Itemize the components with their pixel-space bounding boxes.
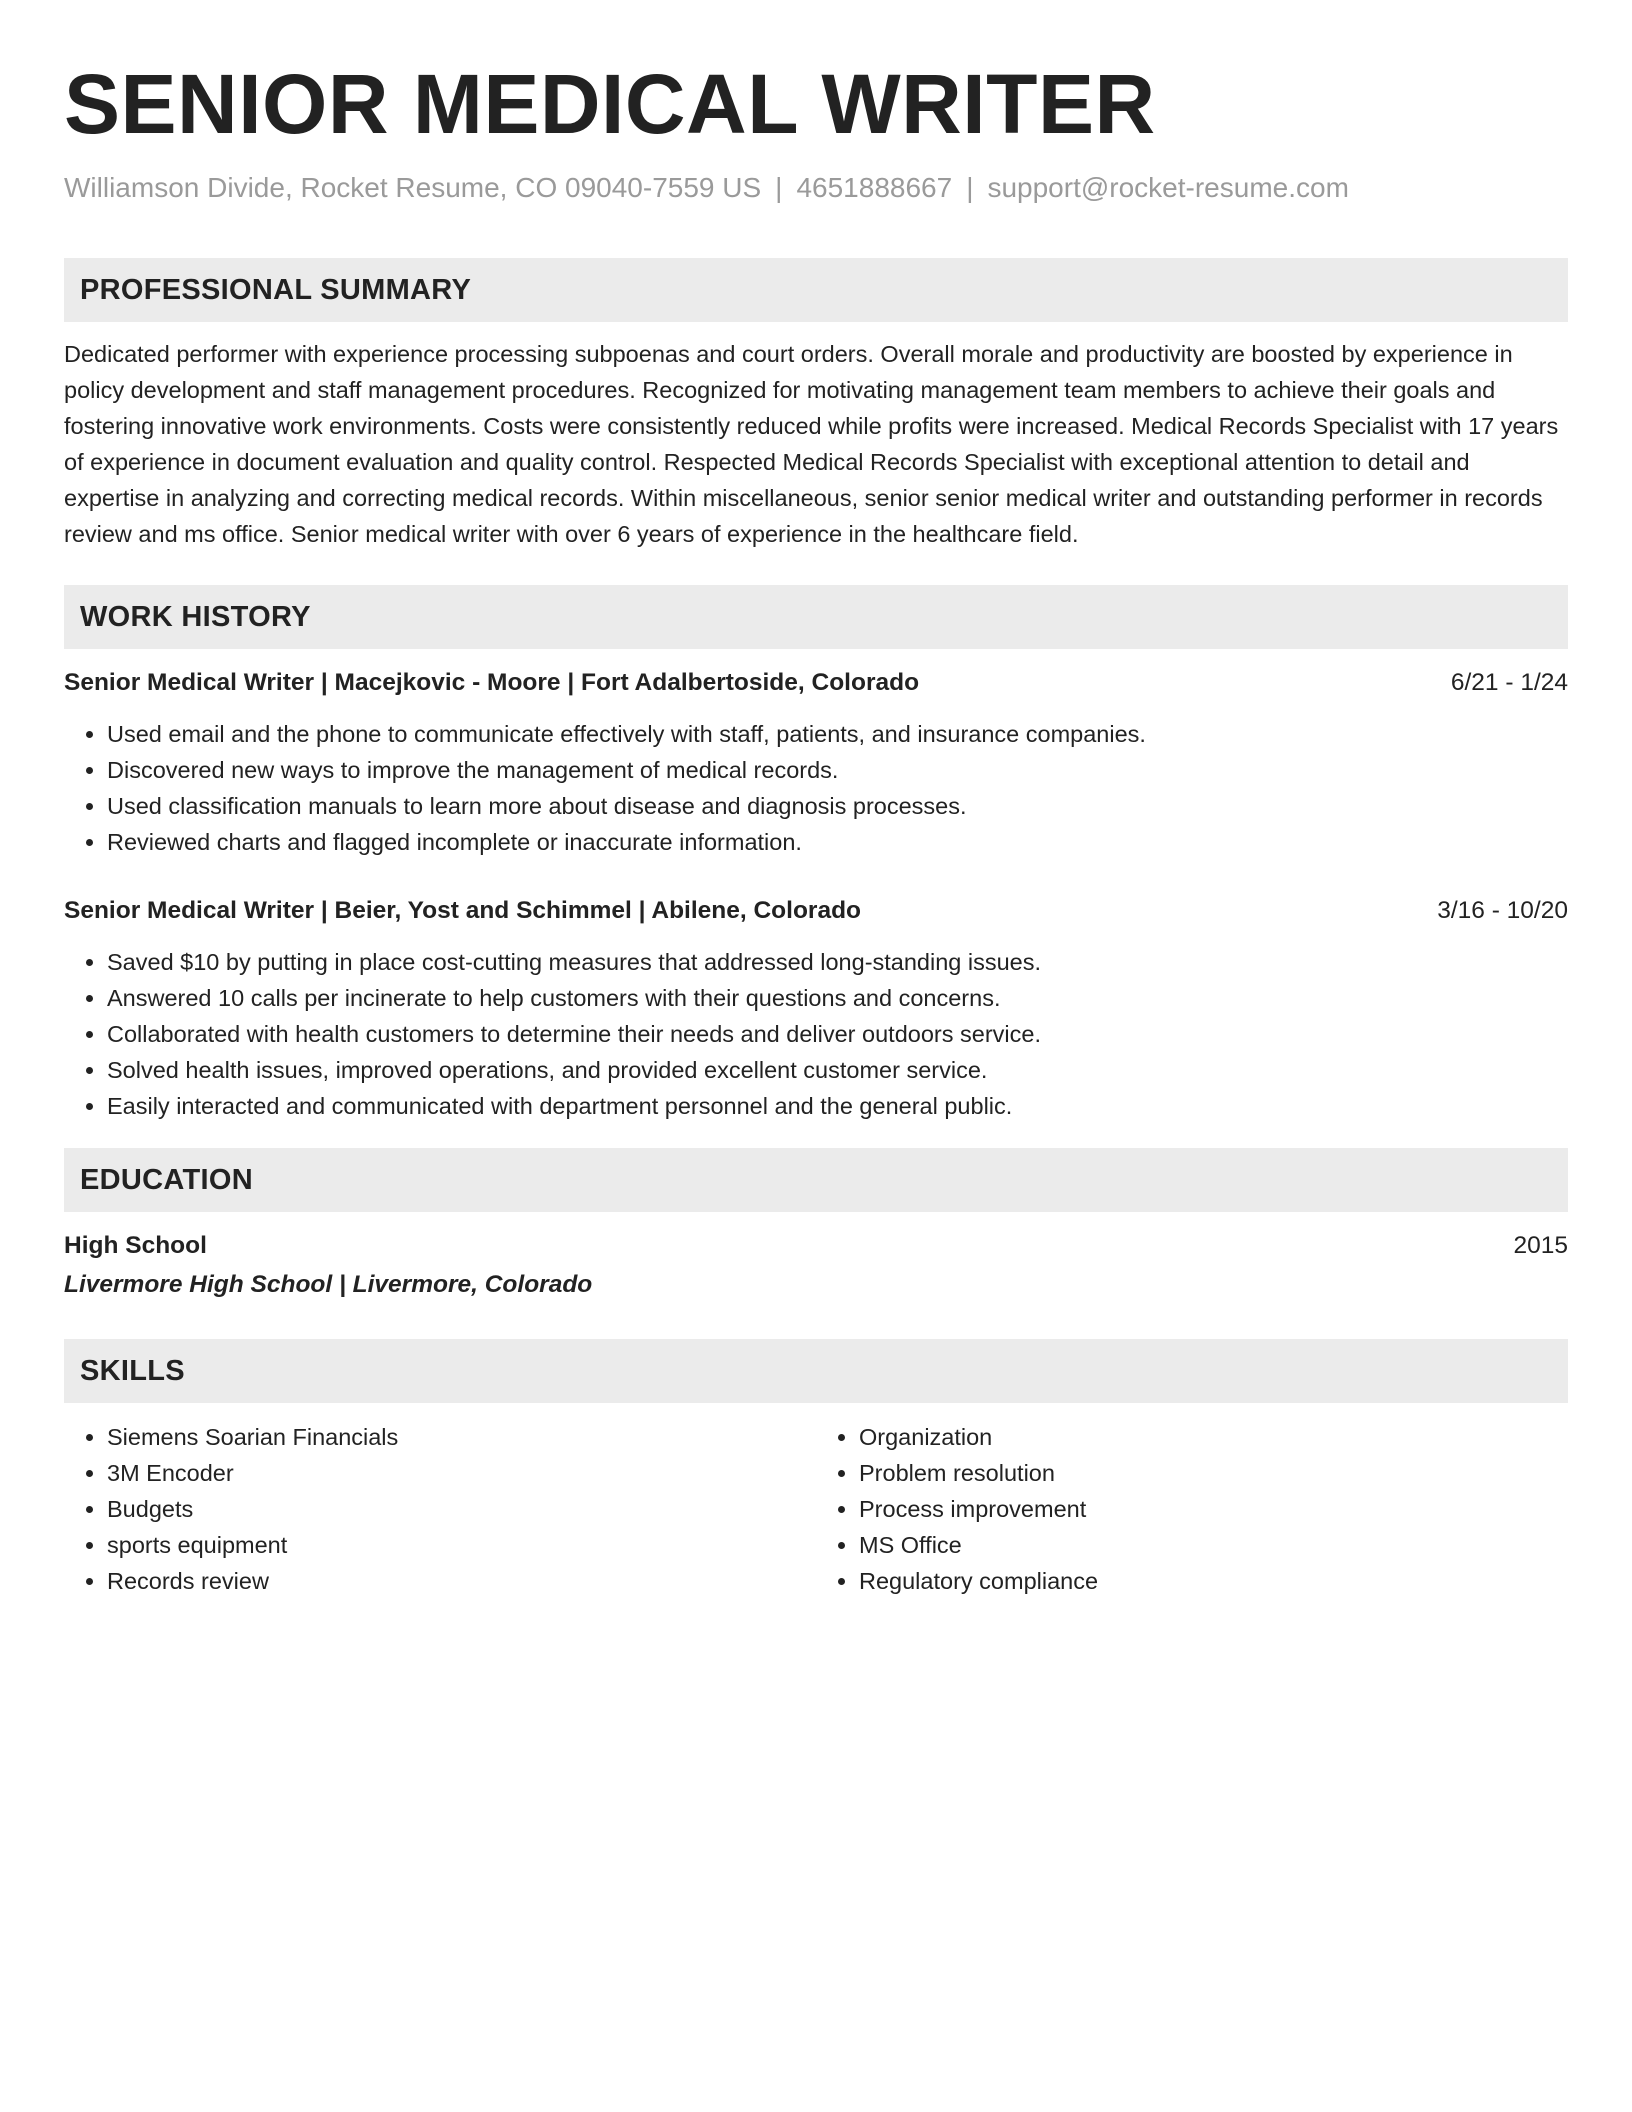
job-bullet-list <box>64 716 1568 860</box>
skill-item: • MS Office <box>859 1527 1568 1563</box>
contact-separator: | <box>966 172 974 203</box>
section-header-skills: SKILLS <box>64 1339 1568 1403</box>
contact-line <box>64 170 1568 206</box>
list-item: • Used classification manuals to learn more about disease and diagnosis processes. <box>107 788 1568 824</box>
list-item: • Reviewed charts and flagged incomplete or inaccurate information. <box>107 824 1568 860</box>
skills-list <box>816 1419 1568 1599</box>
list-item: • Discovered new ways to improve the management of medical records. <box>107 752 1568 788</box>
contact-separator: | <box>775 172 783 203</box>
skill-item: • Organization <box>859 1419 1568 1455</box>
skill-item: • Process improvement <box>859 1491 1568 1527</box>
list-item: • Easily interacted and communicated with department personnel and the general public. <box>107 1088 1568 1124</box>
job-header <box>64 894 1568 928</box>
job-entry <box>64 894 1568 1124</box>
list-item: • Used email and the phone to communicate effectively with staff, patients, and insurance companies. <box>107 716 1568 752</box>
skill-item: • Problem resolution <box>859 1455 1568 1491</box>
skill-item: • Siemens Soarian Financials <box>107 1419 816 1455</box>
job-title: Senior Medical Writer | Macejkovic - Moore | Fort Adalbertoside, Colorado <box>64 669 920 696</box>
job-entry <box>64 666 1568 860</box>
skill-item: • sports equipment <box>107 1527 816 1563</box>
skill-item: • Budgets <box>107 1491 816 1527</box>
skill-item: • Regulatory compliance <box>859 1563 1568 1599</box>
list-item: • Solved health issues, improved operations, and provided excellent customer service. <box>107 1052 1568 1088</box>
section-header-summary: PROFESSIONAL SUMMARY <box>64 258 1568 322</box>
skills-column-right <box>816 1419 1568 1599</box>
education-year: 2015 <box>1513 1232 1568 1259</box>
contact-email: support@rocket-resume.com <box>987 172 1349 203</box>
skill-item: • 3M Encoder <box>107 1455 816 1491</box>
contact-phone: 4651888667 <box>796 172 953 203</box>
job-title: Senior Medical Writer | Beier, Yost and Schimmel | Abilene, Colorado <box>64 897 862 924</box>
summary-text: Dedicated performer with experience processing subpoenas and court orders. Overall morale and productivity are boosted by experience in policy development and staff management procedures. Recognized for motivating management team members to achieve their goals and fostering innovative work environments. Costs were consistently reduced while profits were increased. Medical Records Specialist with 17 years of experience in document evaluation and quality control. Respected Medical Records Specialist with exceptional attention to detail and expertise in analyzing and correcting medical records. Within miscellaneous, senior senior medical writer and outstanding performer in records review and ms office. Senior medical writer with over 6 years of experience in the healthcare field. <box>64 341 1559 547</box>
skill-item: • Records review <box>107 1563 816 1599</box>
skills-list <box>64 1419 816 1599</box>
skills-column-left <box>64 1419 816 1599</box>
job-header <box>64 666 1568 700</box>
job-bullet-list <box>64 944 1568 1124</box>
list-item: • Collaborated with health customers to determine their needs and deliver outdoors service. <box>107 1016 1568 1052</box>
education-degree: High School <box>64 1232 207 1259</box>
skills-columns <box>64 1419 1568 1599</box>
section-header-work-history: WORK HISTORY <box>64 585 1568 649</box>
list-item: • Answered 10 calls per incinerate to help customers with their questions and concerns. <box>107 980 1568 1016</box>
education-header <box>64 1229 1568 1263</box>
contact-address: Williamson Divide, Rocket Resume, CO 09040-7559 US <box>64 172 762 203</box>
list-item: • Saved $10 by putting in place cost-cutting measures that addressed long-standing issues. <box>107 944 1568 980</box>
job-dates: 6/21 - 1/24 <box>1450 669 1568 696</box>
section-header-education: EDUCATION <box>64 1148 1568 1212</box>
education-school: Livermore High School | Livermore, Colorado <box>64 1271 593 1298</box>
page-title: SENIOR MEDICAL WRITER <box>64 57 1156 151</box>
job-dates: 3/16 - 10/20 <box>1437 897 1568 924</box>
